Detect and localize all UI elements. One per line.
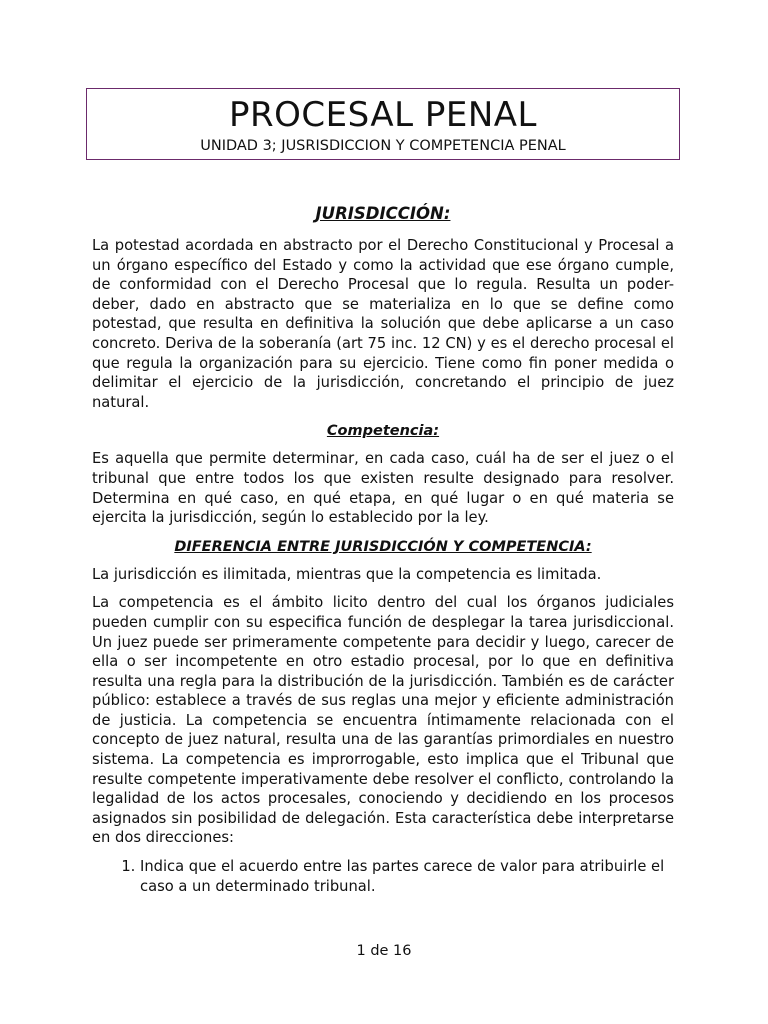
heading-diferencia: DIFERENCIA ENTRE JURISDICCIÓN Y COMPETENCIA:	[174, 538, 592, 555]
list-item: 1. Indica que el acuerdo entre las partes carece de valor para atribuirle el caso a un determinado tribunal.	[140, 857, 674, 896]
numbered-list	[92, 857, 674, 896]
heading-competencia: Competencia:	[326, 423, 440, 440]
paragraph-jurisdiccion: La potestad acordada en abstracto por el Derecho Constitucional y Procesal a un órgano específico del Estado y como la actividad que ese órgano cumple, de conformidad con el Derecho Procesal que lo regula. Resulta un poder-deber, dado en abstracto que se materializa en lo que se define como potestad, que resulta en definitiva la solución que debe aplicarse a un caso concreto. Deriva de la soberanía (art 75 inc. 12 CN) y es el derecho procesal el que regula la organización para su ejercicio. Tiene como fin poner medida o delimitar el ejercicio de la jurisdicción, concretando el principio de juez natural.	[92, 237, 674, 411]
paragraph-competencia: Es aquella que permite determinar, en cada caso, cuál ha de ser el juez o el tribunal que entre todos los que existen resulte designado para resolver. Determina en qué caso, en qué etapa, en qué lugar o en qué materia se ejercita la jurisdicción, según lo establecido por la ley.	[92, 450, 674, 527]
paragraph-diferencia-1: La jurisdicción es ilimitada, mientras que la competencia es limitada.	[92, 565, 602, 583]
document-title: PROCESAL PENAL	[229, 95, 537, 135]
title-box	[86, 88, 680, 160]
paragraph-diferencia-2: La competencia es el ámbito licito dentro del cual los órganos judiciales pueden cumplir con su especifica función de desplegar la tarea jurisdiccional. Un juez puede ser primeramente competente para decidir y luego, carecer de ella o ser incompetente en otro estadio procesal, por lo que en definitiva resulta una regla para la distribución de la jurisdicción. También es de carácter público: establece a través de sus reglas una mejor y eficiente administración de justicia. La competencia se encuentra íntimamente relacionada con el concepto de juez natural, resulta una de las garantías primordiales en nuestro sistema. La competencia es improrrogable, esto implica que el Tribunal que resulte competente imperativamente debe resolver el conflicto, controlando la legalidad de los actos procesales, conociendo y decidiendo en los procesos asignados sin posibilidad de delegación. Esta característica debe interpretarse en dos direcciones:	[92, 594, 674, 847]
page-number: 1 de 16	[356, 943, 412, 959]
heading-jurisdiccion: JURISDICCIÓN:	[315, 204, 451, 223]
document-body	[92, 202, 674, 896]
document-subtitle: UNIDAD 3; JUSRISDICCION Y COMPETENCIA PENAL	[200, 138, 566, 154]
